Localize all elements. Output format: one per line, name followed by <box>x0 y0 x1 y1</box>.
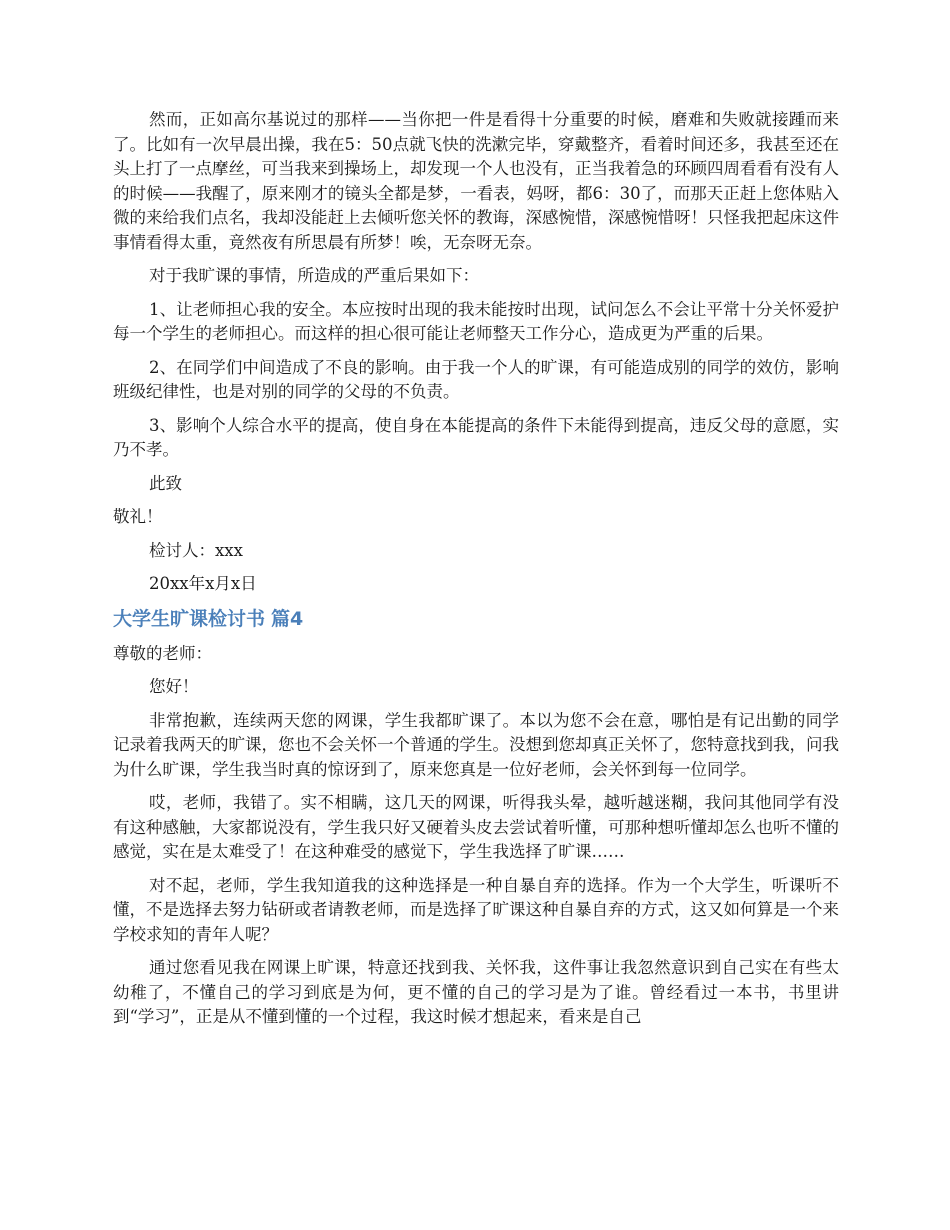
section-heading <box>113 605 839 633</box>
paragraph-consequence-3: 3、影响个人综合水平的提高，使自身在本能提高的条件下未能得到提高，违反父母的意愿，实乃不孝。 <box>113 415 839 459</box>
section-heading-title: 大学生旷课检讨书 <box>113 607 266 630</box>
paragraph-dream: 然而，正如高尔基说过的那样——当你把一件是看得十分重要的时候，磨难和失败就接踵而来了。比如有一次早晨出操，我在5：50点就飞快的洗漱完毕，穿戴整齐，看着时间还多，我甚至还在头上打了一点摩丝，可当我来到操场上，却发现一个人也没有，正当我着急的环顾四周看看有没有人的时候——我醒了，原来刚才的镜头全都是梦，一看表，妈呀，都6：30了，而那天正赶上您体贴入微的来给我们点名，我却没能赶上去倾听您关怀的教诲，深感惋惜，深感惋惜呀！只怪我把起床这件事情看得太重，竟然夜有所思晨有所梦！唉，无奈呀无奈。 <box>113 110 839 252</box>
closing-jingli: 敬礼！ <box>113 507 163 526</box>
paragraph-reflection: 对不起，老师，学生我知道我的这种选择是一种自暴自弃的选择。作为一个大学生，听课听不懂，不是选择去努力钻研或者请教老师，而是选择了旷课这种自暴自弃的方式，这又如何算是一个来学校求知的青年人呢？ <box>113 875 839 944</box>
signature-line: 检讨人：xxx <box>149 540 243 560</box>
paragraph-consequence-2: 2、在同学们中间造成了不良的影响。由于我一个人的旷课，有可能造成别的同学的效仿，影响班级纪律性，也是对别的同学的父母的不负责。 <box>113 357 839 401</box>
paragraph-apology: 非常抱歉，连续两天您的网课，学生我都旷课了。本以为您不会在意，哪怕是有记出勤的同学记录着我两天的旷课，您也不会关怀一个普通的学生。没想到您却真正关怀了，您特意找到我，问我为什么旷课，学生我当时真的惊讶到了，原来您真是一位好老师，会关怀到每一位同学。 <box>113 710 839 779</box>
paragraph-consequence-1: 1、让老师担心我的安全。本应按时出现的我未能按时出现，试问怎么不会让平常十分关怀爱护每一个学生的老师担心。而这样的担心很可能让老师整天工作分心，造成更为严重的后果。 <box>113 299 839 343</box>
greeting: 您好！ <box>149 677 199 696</box>
section-heading-number: 篇4 <box>271 607 304 630</box>
closing-cizhi: 此致 <box>149 473 182 493</box>
paragraph-realization: 通过您看见我在网课上旷课，特意还找到我、关怀我，这件事让我忽然意识到自己实在有些太幼稚了，不懂自己的学习到底是为何，更不懂的自己的学习是为了谁。曾经看过一本书，书里讲到“学习”，正是从不懂到懂的一个过程，我这时候才想起来，看来是自己 <box>113 958 839 1026</box>
salutation: 尊敬的老师： <box>113 643 212 663</box>
document-page <box>113 108 839 1030</box>
date-line: 20xx年x月x日 <box>149 574 257 593</box>
paragraph-consequences-intro: 对于我旷课的事情，所造成的严重后果如下： <box>149 266 479 285</box>
paragraph-confession: 哎，老师，我错了。实不相瞒，这几天的网课，听得我头晕，越听越迷糊，我问其他同学有没有这种感触，大家都说没有，学生我只好又硬着头皮去尝试着听懂，可那种想听懂却怎么也听不懂的感觉，实在是太难受了！在这种难受的感觉下，学生我选择了旷课…… <box>113 793 839 861</box>
